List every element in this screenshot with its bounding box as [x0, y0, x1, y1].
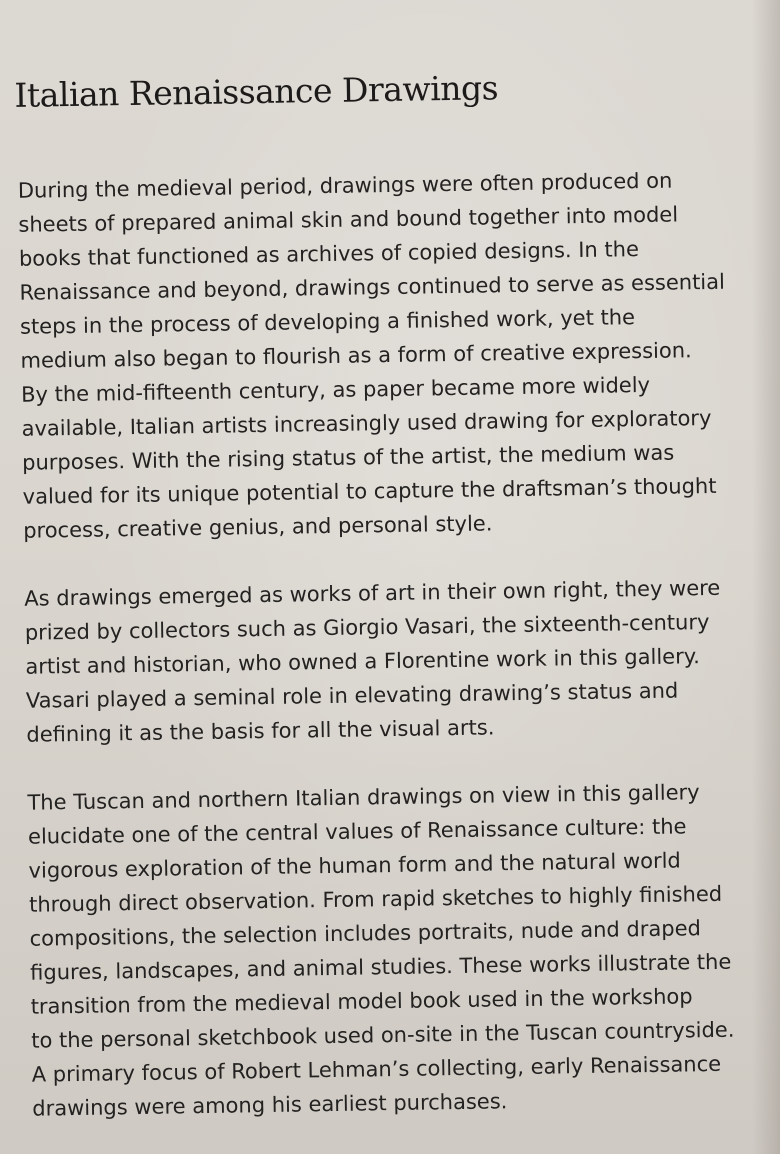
text-line: By the mid-fifteenth century, as paper became more widely — [20, 372, 651, 407]
text-line: drawings were among his earliest purchases. — [32, 1089, 508, 1121]
text-line: to the personal sketchbook used on-site in the Tuscan countryside. — [31, 1017, 735, 1053]
text-line: through direct observation. From rapid sketches to highly finished — [28, 881, 723, 917]
paragraph-3 — [27, 774, 762, 1125]
text-line: A primary focus of Robert Lehman’s collecting, early Renaissance — [31, 1051, 722, 1087]
text-line: artist and historian, who owned a Florentine work in this gallery. — [25, 644, 701, 679]
text-line: figures, landscapes, and animal studies. These works illustrate the — [29, 949, 732, 985]
text-line: process, creative genius, and personal style. — [23, 511, 493, 543]
panel-title: Italian Renaissance Drawings — [14, 68, 499, 115]
text-line: As drawings emerged as works of art in their own right, they were — [24, 575, 721, 611]
text-line: sheets of prepared animal skin and bound together into model — [18, 202, 679, 237]
text-line: vigorous exploration of the human form and the natural world — [28, 848, 681, 883]
text-line: compositions, the selection includes portraits, nude and draped — [29, 916, 702, 951]
text-line: steps in the process of developing a finished work, yet the — [19, 305, 636, 339]
text-line: valued for its unique potential to capture the draftsman’s thought — [22, 473, 717, 509]
text-line: The Tuscan and northern Italian drawings on view in this gallery — [27, 780, 700, 815]
text-line: purposes. With the rising status of the artist, the medium was — [21, 440, 675, 475]
text-line: transition from the medieval model book used in the workshop — [30, 984, 693, 1019]
text-line: available, Italian artists increasingly used drawing for exploratory — [21, 405, 712, 441]
text-line: Renaissance and beyond, drawings continued to serve as essential — [19, 269, 726, 305]
text-line: Vasari played a seminal role in elevating drawing’s status and — [25, 678, 679, 713]
text-line: During the medieval period, drawings were often produced on — [17, 168, 673, 203]
text-line: defining it as the basis for all the visual arts. — [26, 715, 495, 747]
paragraph-1 — [18, 162, 754, 547]
text-line: prized by collectors such as Giorgio Vasari, the sixteenth-century — [24, 609, 710, 645]
text-line: medium also began to flourish as a form of creative expression. — [20, 338, 692, 373]
panel-body — [18, 162, 763, 1154]
text-line: elucidate one of the central values of Renaissance culture: the — [27, 814, 687, 849]
text-line: books that functioned as archives of copied designs. In the — [18, 237, 640, 271]
paragraph-2 — [24, 570, 757, 751]
